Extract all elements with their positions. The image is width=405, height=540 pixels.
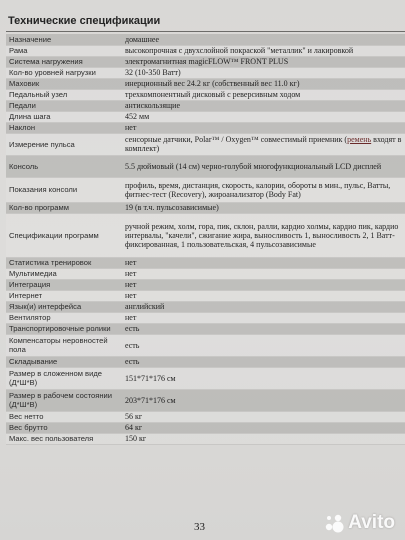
spec-value: 19 (в т.ч. пульсозависимые) [117, 202, 405, 213]
spec-label: Наклон [6, 122, 117, 133]
spec-row [6, 367, 405, 389]
spec-row [6, 290, 405, 301]
spec-row [6, 389, 405, 411]
spec-row [6, 34, 405, 45]
spec-label: Вес нетто [6, 411, 117, 422]
spec-value: есть [117, 356, 405, 367]
spec-value: высокопрочная с двухслойной покраской "металлик" и лакировкой [117, 45, 405, 56]
title-divider [6, 31, 405, 32]
spec-value-link: ремень [347, 135, 372, 144]
spec-value: ручной режим, холм, гора, пик, склон, ралли, кардио холмы, кардио пик, кардио интервалы, "качели", сжигание жира, выносливость 1, выносливость 2, 1 Ватт-фиксированная, 1 пользовательская, 4 пульсозависимые [117, 213, 405, 257]
spec-label: Кол-во уровней нагрузки [6, 67, 117, 78]
spec-row [6, 45, 405, 56]
spec-label: Интеграция [6, 279, 117, 290]
spec-row [6, 356, 405, 367]
spec-label: Педальный узел [6, 89, 117, 100]
spec-row [6, 133, 405, 155]
spec-label: Измерение пульса [6, 133, 117, 155]
spec-label: Макс. вес пользователя [6, 433, 117, 444]
spec-label: Спецификации программ [6, 213, 117, 257]
spec-label: Длина шага [6, 111, 117, 122]
spec-label: Система нагружения [6, 56, 117, 67]
spec-label: Консоль [6, 155, 117, 177]
spec-row [6, 56, 405, 67]
spec-value: 151*71*176 см [117, 367, 405, 389]
spec-value: нет [117, 122, 405, 133]
spec-table [6, 34, 405, 445]
spec-row [6, 78, 405, 89]
spec-value: нет [117, 290, 405, 301]
spec-value: нет [117, 257, 405, 268]
avito-logo-icon [323, 512, 345, 534]
spec-value: нет [117, 268, 405, 279]
spec-value: электромагнитная magicFLOW™ FRONT PLUS [117, 56, 405, 67]
spec-row [6, 312, 405, 323]
spec-value: 56 кг [117, 411, 405, 422]
spec-value [117, 133, 405, 155]
spec-row [6, 323, 405, 334]
spec-label: Маховик [6, 78, 117, 89]
spec-row [6, 67, 405, 78]
spec-value: есть [117, 334, 405, 356]
spec-value: антискользящие [117, 100, 405, 111]
spec-row [6, 111, 405, 122]
spec-label: Транспортировочные ролики [6, 323, 117, 334]
spec-row [6, 279, 405, 290]
spec-label: Статистика тренировок [6, 257, 117, 268]
spec-row [6, 257, 405, 268]
spec-value: 64 кг [117, 422, 405, 433]
spec-label: Размер в сложенном виде (Д*Ш*В) [6, 367, 117, 389]
spec-label: Кол-во программ [6, 202, 117, 213]
spec-value: нет [117, 312, 405, 323]
spec-label: Назначение [6, 34, 117, 45]
spec-label: Складывание [6, 356, 117, 367]
spec-value-text: входят в комплект) [125, 135, 402, 153]
spec-label: Мультимедиа [6, 268, 117, 279]
spec-row [6, 155, 405, 177]
spec-label: Показания консоли [6, 177, 117, 202]
spec-row [6, 122, 405, 133]
spec-value: нет [117, 279, 405, 290]
spec-row [6, 411, 405, 422]
page-title: Технические спецификации [8, 15, 161, 27]
spec-row [6, 213, 405, 257]
spec-row [6, 177, 405, 202]
spec-value: есть [117, 323, 405, 334]
avito-wordmark: Avito [348, 512, 395, 533]
spec-label: Язык(и) интерфейса [6, 301, 117, 312]
spec-value: трехкомпонентный дисковый с реверсивным ходом [117, 89, 405, 100]
spec-row [6, 268, 405, 279]
spec-label: Вес брутто [6, 422, 117, 433]
avito-watermark [323, 512, 395, 534]
spec-row [6, 334, 405, 356]
spec-label: Размер в рабочем состоянии (Д*Ш*В) [6, 389, 117, 411]
spec-value: 452 мм [117, 111, 405, 122]
spec-value: английский [117, 301, 405, 312]
spec-row [6, 202, 405, 213]
spec-label: Компенсаторы неровностей пола [6, 334, 117, 356]
spec-value: 150 кг [117, 433, 405, 444]
spec-value-text: сенсорные датчики, Polar™ / Oxygen™ совместимый приемник ( [125, 135, 348, 144]
spec-row [6, 301, 405, 312]
spec-label: Педали [6, 100, 117, 111]
spec-row [6, 422, 405, 433]
spec-row [6, 433, 405, 444]
spec-label: Интернет [6, 290, 117, 301]
spec-value: 5.5 дюймовый (14 см) черно-голубой многофункциональный LCD дисплей [117, 155, 405, 177]
spec-table-body [6, 34, 405, 444]
spec-value: инерционный вес 24.2 кг (собственный вес 11.0 кг) [117, 78, 405, 89]
spec-value: 203*71*176 см [117, 389, 405, 411]
spec-label: Вентилятор [6, 312, 117, 323]
page-number: 33 [194, 521, 205, 533]
spec-value: 32 (10-350 Ватт) [117, 67, 405, 78]
spec-label: Рама [6, 45, 117, 56]
spec-value: профиль, время, дистанция, скорость, калории, обороты в мин., пульс, Ватты, фитнес-тест (Recovery), жироанализатор (Body Fat) [117, 177, 405, 202]
spec-row [6, 100, 405, 111]
spec-value: домашнее [117, 34, 405, 45]
spec-row [6, 89, 405, 100]
